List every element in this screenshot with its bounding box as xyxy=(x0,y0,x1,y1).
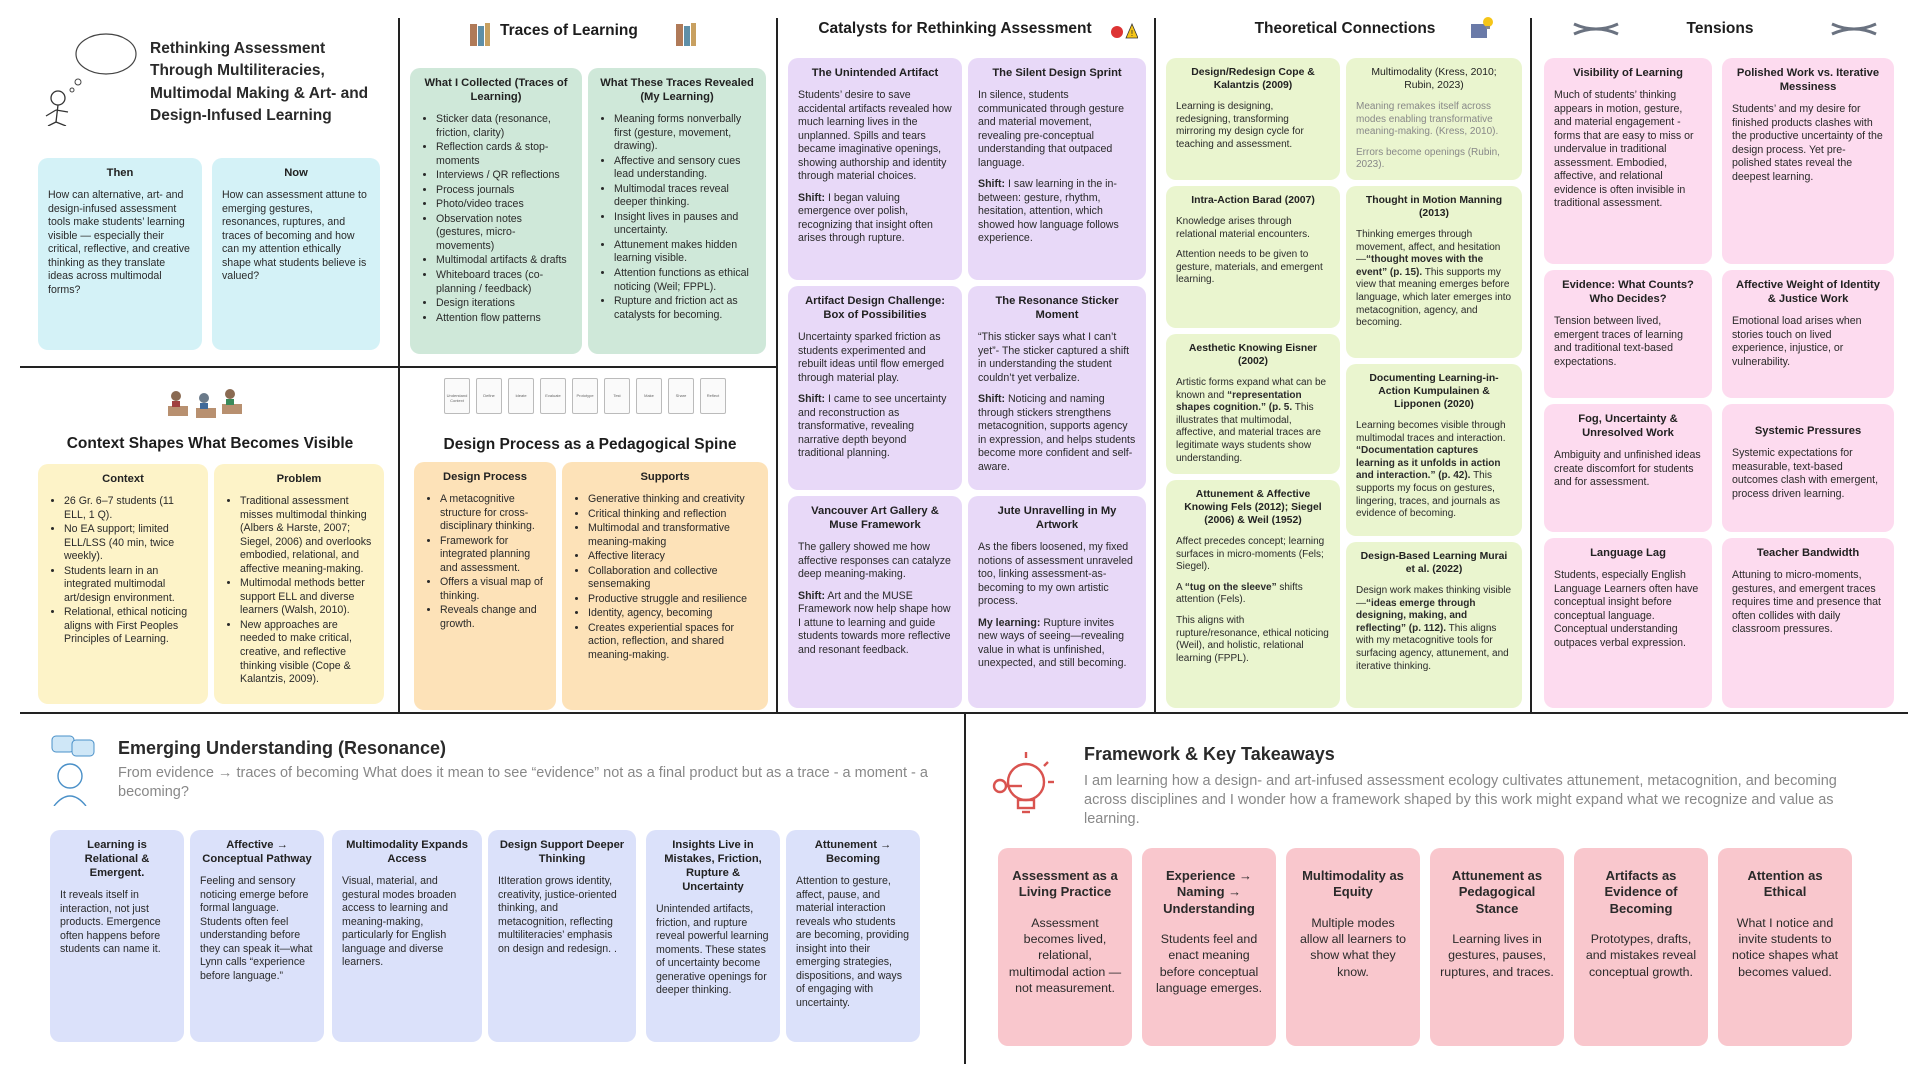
theory-card-body xyxy=(1356,229,1512,330)
list-item: • Reveals change and growth. xyxy=(440,604,546,631)
list-item: • Meaning forms nonverbally first (gesture, movement, drawing). xyxy=(614,113,756,154)
design-process-title: Design Process xyxy=(443,471,527,483)
tension-card xyxy=(1722,404,1894,532)
tension-body: Ambiguity and unfinished ideas create discomfort for students and for assessment. xyxy=(1554,449,1701,489)
tension-card xyxy=(1722,270,1894,398)
revealed-title: What These Traces Revealed (My Learning) xyxy=(600,77,754,103)
list-item: • Generative thinking and creativity xyxy=(588,493,758,507)
page-title: Rethinking Assessment Through Multiliteracies, Multimodal Making & Art- and Design-Infused Learning xyxy=(150,40,369,125)
body-text: This supports my focus on gestures, lingering, traces, and journals as evidence of becoming. xyxy=(1356,470,1500,520)
tension-card xyxy=(1722,58,1894,264)
list-item: • Attention flow patterns xyxy=(436,312,572,326)
catalyst-shift xyxy=(798,590,952,658)
catalyst-title: The Unintended Artifact xyxy=(811,67,939,79)
quote-text: “ideas emerge through designing, making, and reflecting” (p. 112). xyxy=(1356,597,1476,634)
framework-card-body: Students feel and enact meaning before conceptual language emerges. xyxy=(1155,931,1263,995)
list-item: • Collaboration and collective sensemaking xyxy=(588,565,758,592)
catalyst-title: Artifact Design Challenge: Box of Possibilities xyxy=(805,295,945,321)
tension-card xyxy=(1544,538,1712,708)
list-item: • Multimodal and transformative meaning-making xyxy=(588,522,758,549)
body-text: This supports my view that meaning emerges before language, which later emerges into metacognition, agency, and becoming. xyxy=(1356,266,1512,329)
list-item: • New approaches are needed to make critical, creative, and reflective thinking visible (Cope & Kalantzis, 2009). xyxy=(240,619,374,687)
catalyst-card xyxy=(968,496,1146,708)
shift-text: I began valuing emergence over polish, recognizing that insight often arises through rupture. xyxy=(798,191,933,245)
context-card xyxy=(38,464,208,704)
shift-text: Noticing and naming through stickers strengthens metacognition, supports agency in expression, and helps students become more confident and self-aware. xyxy=(978,393,1136,473)
framework-card xyxy=(1286,848,1420,1046)
tension-title: Evidence: What Counts? Who Decides? xyxy=(1562,279,1694,305)
tension-body: Tension between lived, emergent traces of learning and traditional text-based expectations. xyxy=(1554,315,1683,368)
emerging-card-body: Attention to gesture, affect, pause, and material interaction reveals who students are becoming, providing insight into their emerging strategies, dispositions, and ways of engaging with uncertainty. xyxy=(796,875,910,1009)
theory-card xyxy=(1346,58,1522,180)
shift-label: Shift: xyxy=(798,393,826,406)
catalyst-title: The Resonance Sticker Moment xyxy=(995,295,1119,321)
collected-title: What I Collected (Traces of Learning) xyxy=(424,77,568,103)
shift-label: Shift: xyxy=(798,589,826,602)
list-item: • Insight lives in pauses and uncertainty. xyxy=(614,211,756,238)
theory-card-body xyxy=(1356,585,1512,673)
framework-subtitle: I am learning how a design- and art-infused assessment ecology cultivates attunement, metacognition, and becoming across disciplines and I wonder how a framework shaped by this work might expand what we recognize and value as learning. xyxy=(1084,773,1837,828)
list-item: • Relational, ethical noticing aligns with First Peoples Principles of Learning. xyxy=(64,606,198,647)
tension-body: Students’ and my desire for finished products clashes with the productive uncertainty of the design process. Yet pre-polished states reveal the deepest learning. xyxy=(1732,103,1883,183)
body-text: shifts attention (Fels). xyxy=(1176,581,1303,606)
context-title: Context xyxy=(102,473,144,485)
list-item: • A metacognitive structure for cross-disciplinary thinking. xyxy=(440,493,546,534)
emerging-card-title: Learning is Relational & Emergent. xyxy=(84,839,150,879)
framework-card-title: Assessment as a Living Practice xyxy=(1012,868,1118,900)
thinking-person-icon xyxy=(28,26,148,126)
list-item: • Critical thinking and reflection xyxy=(588,508,758,522)
tension-body: Much of students’ thinking appears in motion, gesture, and material engagement - forms that are easy to miss or undervalue in traditional assessment. Embodied, affective, and relational evidence is often invisible in traditional assessment. xyxy=(1554,89,1694,210)
theory-card-body xyxy=(1356,420,1512,521)
list-item: • Creates experiential spaces for action, reflection, and shared meaning-making. xyxy=(588,622,758,663)
emerging-card xyxy=(332,830,482,1042)
emerging-card xyxy=(488,830,636,1042)
emerging-card-body: ItIteration grows identity, creativity, justice-oriented thinking, and metacognition, reflecting multiliteracies’ emphasis on design and redesign. . xyxy=(498,875,617,955)
catalyst-body: As the fibers loosened, my fixed notions of assessment unraveled too, linking assessment-as-becoming to my own artistic process. xyxy=(978,541,1133,608)
catalyst-card xyxy=(968,286,1146,490)
framework-card-body: Multiple modes allow all learners to show what they know. xyxy=(1299,915,1407,979)
divider xyxy=(964,714,966,1064)
emerging-card-title: Multimodality Expands Access xyxy=(346,839,468,865)
collected-card xyxy=(410,68,582,354)
body-text: A xyxy=(1176,581,1185,593)
catalyst-title: Jute Unravelling in My Artwork xyxy=(997,505,1117,531)
list-item: • Design iterations xyxy=(436,297,572,311)
body-text: Learning becomes visible through multimodal traces and interaction. xyxy=(1356,420,1506,444)
list-item: • Affective and sensory cues lead understanding. xyxy=(614,155,756,182)
process-step: Ideate xyxy=(508,378,534,414)
divider xyxy=(20,366,778,368)
list-item: • No EA support; limited ELL/LSS (40 min, twice weekly). xyxy=(64,523,198,564)
shift-label: Shift: xyxy=(978,178,1006,191)
framework-card xyxy=(1430,848,1564,1046)
theory-card-body: Attention needs to be given to gesture, materials, and emergent learning. xyxy=(1176,249,1323,286)
list-item: • Affective literacy xyxy=(588,550,758,564)
shift-text: Rupture invites new ways of seeing—revealing value in what is unfinished, unexpected, and still becoming. xyxy=(978,616,1127,670)
design-process-list xyxy=(424,493,546,631)
emerging-title: Emerging Understanding (Resonance) xyxy=(118,738,447,758)
framework-card-body: What I notice and invite students to notice shapes what becomes valued. xyxy=(1731,915,1839,979)
emerging-card-body: It reveals itself in interaction, not just products. Emergence often happens before students can name it. xyxy=(60,889,161,956)
list-item: • Multimodal artifacts & drafts xyxy=(436,254,572,268)
theory-title: Theoretical Connections xyxy=(1254,20,1436,37)
emerging-card-title: Insights Live in Mistakes, Friction, Rupture & Uncertainty xyxy=(664,839,762,893)
theory-card xyxy=(1166,58,1340,180)
catalysts-title: Catalysts for Rethinking Assessment xyxy=(818,20,1092,37)
traces-title: Traces of Learning xyxy=(500,22,638,39)
tension-card xyxy=(1544,404,1712,532)
catalyst-title: Vancouver Art Gallery & Muse Framework xyxy=(811,505,939,531)
then-card xyxy=(38,158,202,350)
catalyst-card xyxy=(788,496,962,708)
list-item: • Students learn in an integrated multimodal art/design environment. xyxy=(64,565,198,606)
theory-card-body: This aligns with rupture/resonance, ethical noticing (Weil), and holistic, relational learning (FPPL). xyxy=(1176,614,1329,664)
now-text: How can assessment attune to emerging gestures, resonances, ruptures, and traces of becoming and how can my attention ethically shape what students believe is valued? xyxy=(222,189,367,283)
catalyst-card xyxy=(968,58,1146,280)
catalyst-shift xyxy=(798,393,952,461)
books-icon xyxy=(466,20,494,48)
catalyst-card xyxy=(788,58,962,280)
body-text: This aligns with my metacognitive tools for surfacing agency, attunement, and iterative thinking. xyxy=(1356,622,1509,672)
classroom-icon xyxy=(160,376,250,428)
body-text: Design work makes thinking visible— xyxy=(1356,585,1512,609)
catalyst-card xyxy=(788,286,962,490)
body-text: Artistic forms expand what can be known and xyxy=(1176,377,1327,401)
framework-card-body: Prototypes, drafts, and mistakes reveal conceptual growth. xyxy=(1585,931,1697,979)
theory-card-body: Errors become openings (Rubin, 2023). xyxy=(1356,146,1500,171)
framework-card-title: Experience → Naming → Understanding xyxy=(1163,868,1255,916)
tension-card xyxy=(1722,538,1894,708)
process-step: Evaluate xyxy=(540,378,566,414)
design-section-title: Design Process as a Pedagogical Spine xyxy=(443,436,737,453)
now-card xyxy=(212,158,380,350)
theory-card-title: Documenting Learning-in-Action Kumpulainen & Lipponen (2020) xyxy=(1369,373,1499,410)
quote-text: “tug on the sleeve” xyxy=(1184,581,1277,593)
emerging-card-body: Visual, material, and gestural modes broaden access to learning and meaning-making, particularly for English language and diverse learners. xyxy=(342,875,457,969)
catalyst-body: Students’ desire to save accidental artifacts revealed how much learning lives in the unplanned. Spills and tears became imaginative openings, showing authorship and identity through material choices. xyxy=(798,89,952,183)
framework-card xyxy=(998,848,1132,1046)
framework-title: Framework & Key Takeaways xyxy=(1084,744,1335,764)
theory-card xyxy=(1346,364,1522,536)
person-speech-icon xyxy=(48,734,100,806)
list-item: • Multimodal methods better support ELL and diverse learners (Walsh, 2010). xyxy=(240,577,374,618)
context-section-title: Context Shapes What Becomes Visible xyxy=(66,435,354,452)
list-item: • Productive struggle and resilience xyxy=(588,593,758,607)
tension-body: Emotional load arises when stories touch on lived experience, injustice, or vulnerability. xyxy=(1732,315,1862,368)
shift-label: Shift: xyxy=(798,191,826,204)
theory-card-title: Aesthetic Knowing Eisner (2002) xyxy=(1188,343,1318,367)
tension-title: Visibility of Learning xyxy=(1573,67,1683,79)
tension-title: Systemic Pressures xyxy=(1754,425,1862,437)
theory-card-title: Design-Based Learning Murai et al. (2022) xyxy=(1360,551,1508,575)
shift-text: I saw learning in the in-between: gesture, rhythm, hesitation, attention, which showed how language follows experience. xyxy=(978,178,1119,245)
now-title: Now xyxy=(284,167,308,179)
design-process-card xyxy=(414,462,556,710)
tension-title: Language Lag xyxy=(1590,547,1666,559)
process-step: Define xyxy=(476,378,502,414)
emerging-subtitle: From evidence → traces of becoming What does it mean to see “evidence” not as a final product but as a trace - a moment - a becoming? xyxy=(118,765,928,800)
theory-card-body xyxy=(1176,582,1330,607)
list-item: • Whiteboard traces (co-planning / feedback) xyxy=(436,269,572,296)
framework-card-title: Artifacts as Evidence of Becoming xyxy=(1604,868,1678,916)
list-item: • Attention functions as ethical noticing (Weil; FPPL). xyxy=(614,267,756,294)
shift-label: My learning: xyxy=(978,616,1041,629)
list-item: • Multimodal traces reveal deeper thinking. xyxy=(614,183,756,210)
tension-title: Fog, Uncertainty & Unresolved Work xyxy=(1578,413,1678,439)
theory-card-body xyxy=(1176,377,1330,465)
process-step: Make xyxy=(636,378,662,414)
shift-text: Art and the MUSE Framework now help shape how I attune to learning and guide students towards more reflective and resonant feedback. xyxy=(798,589,951,656)
emerging-card-body: Unintended artifacts, friction, and rupture reveal powerful learning moments. These states of uncertainty become generative openings for deeper thinking. xyxy=(656,903,769,997)
collected-list xyxy=(420,113,572,325)
theory-card-title: Intra-Action Barad (2007) xyxy=(1191,195,1315,206)
tension-body: Attuning to micro-moments, gestures, and emergent traces requires time and presence that often collides with daily classroom pressures. xyxy=(1732,569,1881,636)
emerging-card xyxy=(50,830,184,1042)
list-item: • Sticker data (resonance, friction, clarity) xyxy=(436,113,572,140)
problem-card xyxy=(214,464,384,704)
framework-card xyxy=(1718,848,1852,1046)
catalyst-shift xyxy=(798,192,952,246)
framework-card xyxy=(1574,848,1708,1046)
tension-card xyxy=(1544,270,1712,398)
catalyst-shift xyxy=(978,178,1136,246)
body-text: Thinking emerges through movement, affect, and hesitation — xyxy=(1356,229,1501,266)
emerging-card xyxy=(646,830,780,1042)
process-step: Share xyxy=(668,378,694,414)
quote-text: “representation shapes cognition.” (p. 5. xyxy=(1176,389,1302,414)
tensions-title: Tensions xyxy=(1686,20,1754,37)
revealed-card xyxy=(588,68,766,354)
tension-title: Polished Work vs. Iterative Messiness xyxy=(1736,67,1880,93)
list-item: • Identity, agency, becoming xyxy=(588,607,758,621)
tension-title: Teacher Bandwidth xyxy=(1756,547,1860,559)
theory-card-body: Learning is designing, redesigning, transforming mirroring my design cycle for teaching and assessment. xyxy=(1176,101,1304,150)
catalyst-body: Uncertainty sparked friction as students experimented and rebuilt ideas until flow emerged through material play. xyxy=(798,331,945,384)
theory-card xyxy=(1346,186,1522,358)
list-item: • Interviews / QR reflections xyxy=(436,169,572,183)
supports-list xyxy=(572,493,758,663)
list-item: • Reflection cards & stop-moments xyxy=(436,141,572,168)
tension-title: Affective Weight of Identity & Justice Work xyxy=(1736,279,1880,305)
process-step: Test xyxy=(604,378,630,414)
framework-card-title: Attention as Ethical xyxy=(1747,868,1823,900)
knot-rope-icon xyxy=(1830,18,1878,40)
catalyst-shift xyxy=(978,393,1136,474)
alert-siren-icon xyxy=(1108,16,1138,40)
lightbulb-key-icon xyxy=(982,746,1062,826)
catalyst-body: The gallery showed me how affective responses can catalyze deep meaning-making. xyxy=(798,541,951,581)
emerging-card xyxy=(190,830,324,1042)
list-item: • Attunement makes hidden learning visible. xyxy=(614,239,756,266)
emerging-card-title: Affective → Conceptual Pathway xyxy=(202,839,312,865)
process-step: Prototype xyxy=(572,378,598,414)
theory-card-body: Knowledge arises through relational material encounters. xyxy=(1176,216,1310,240)
divider xyxy=(1530,18,1532,714)
supports-card xyxy=(562,462,768,710)
theory-card-body: Affect precedes concept; learning surfaces in micro-moments (Fels; Siegel). xyxy=(1176,536,1325,573)
then-text: How can alternative, art- and design-infused assessment tools make students’ learning visible — especially their critical, reflective, and creative thinking as they translate ideas across multimodal forms? xyxy=(48,189,190,296)
revealed-list xyxy=(598,113,756,322)
list-item: • Offers a visual map of thinking. xyxy=(440,576,546,603)
list-item: • Photo/video traces xyxy=(436,198,572,212)
emerging-card-title: Design Support Deeper Thinking xyxy=(499,839,625,865)
process-step: Understand Context xyxy=(444,378,470,414)
catalyst-title: The Silent Design Sprint xyxy=(992,67,1122,79)
catalyst-body: In silence, students communicated through gesture and material movement, revealing pre-conceptual understanding that outpaced language. xyxy=(978,89,1125,169)
list-item: • Framework for integrated planning and assessment. xyxy=(440,535,546,576)
framework-card-body: Assessment becomes lived, relational, multimodal action —not measurement. xyxy=(1008,915,1122,995)
context-list xyxy=(48,495,198,647)
body-text: This illustrates that multimodal, affective, and material traces are legitimate ways students show understanding. xyxy=(1176,402,1321,464)
catalyst-body: “This sticker says what I can’t yet”- The sticker captured a shift in understanding the student couldn’t yet verbalize. xyxy=(978,331,1130,384)
theory-card-title: Multimodality (Kress, 2010; Rubin, 2023) xyxy=(1371,67,1497,91)
list-item: • 26 Gr. 6–7 students (11 ELL, 1 Q). xyxy=(64,495,198,522)
tension-body: Systemic expectations for measurable, text-based outcomes clash with emergent, process driven learning. xyxy=(1732,447,1879,500)
emerging-card xyxy=(786,830,920,1042)
supports-title: Supports xyxy=(640,471,690,483)
books-icon xyxy=(672,20,700,48)
framework-card xyxy=(1142,848,1276,1046)
theory-card-body: Meaning remakes itself across modes enabling transformative meaning-making. (Kress, 2010). xyxy=(1356,101,1499,138)
quote-text: “Documentation captures learning as it unfolds in action and interaction.” (p. 42). xyxy=(1356,445,1501,482)
divider xyxy=(1154,18,1156,714)
theory-card-title: Design/Redesign Cope & Kalantzis (2009) xyxy=(1191,67,1315,91)
list-item: • Process journals xyxy=(436,184,572,198)
book-lightbulb-icon xyxy=(1468,14,1496,40)
knot-rope-icon xyxy=(1572,18,1620,40)
theory-card xyxy=(1346,542,1522,708)
theory-card-title: Thought in Motion Manning (2013) xyxy=(1365,195,1503,219)
tension-card xyxy=(1544,58,1712,264)
theory-card xyxy=(1166,334,1340,474)
shift-text: I came to see uncertainty and reconstruction as transformative, revealing narrative depth beyond traditional planning. xyxy=(798,393,947,460)
svg-text:!: ! xyxy=(1130,29,1134,38)
problem-list xyxy=(224,495,374,687)
framework-card-body: Learning lives in gestures, pauses, ruptures, and traces. xyxy=(1440,931,1554,979)
quote-text: “thought moves with the event” (p. 15). xyxy=(1356,254,1484,278)
framework-card-title: Attunement as Pedagogical Stance xyxy=(1451,868,1543,916)
shift-label: Shift: xyxy=(978,393,1006,406)
theory-card-title: Attunement & Affective Knowing Fels (2012); Siegel (2006) & Weil (1952) xyxy=(1184,489,1322,526)
problem-title: Problem xyxy=(276,473,322,485)
process-step: Reflect xyxy=(700,378,726,414)
list-item: • Observation notes (gestures, micro-movements) xyxy=(436,213,572,254)
list-item: • Rupture and friction act as catalysts for becoming. xyxy=(614,295,756,322)
emerging-card-body: Feeling and sensory noticing emerge before formal language. Students often feel understanding before they can speak it—what Lynn calls “experience before language.” xyxy=(200,875,313,982)
emerging-card-title: Attunement → Becoming xyxy=(814,839,892,865)
list-item: • Traditional assessment misses multimodal thinking (Albers & Harste, 2007; Siegel, 2006) and overlooks embodied, relational, and affective meaning-making. xyxy=(240,495,374,576)
theory-card xyxy=(1166,186,1340,328)
then-title: Then xyxy=(106,167,134,179)
catalyst-shift xyxy=(978,617,1136,671)
theory-card xyxy=(1166,480,1340,708)
framework-card-title: Multimodality as Equity xyxy=(1302,868,1404,900)
tension-body: Students, especially English Language Learners often have conceptual insight before conceptual language. Conceptual understanding outpaces verbal expression. xyxy=(1554,569,1699,649)
